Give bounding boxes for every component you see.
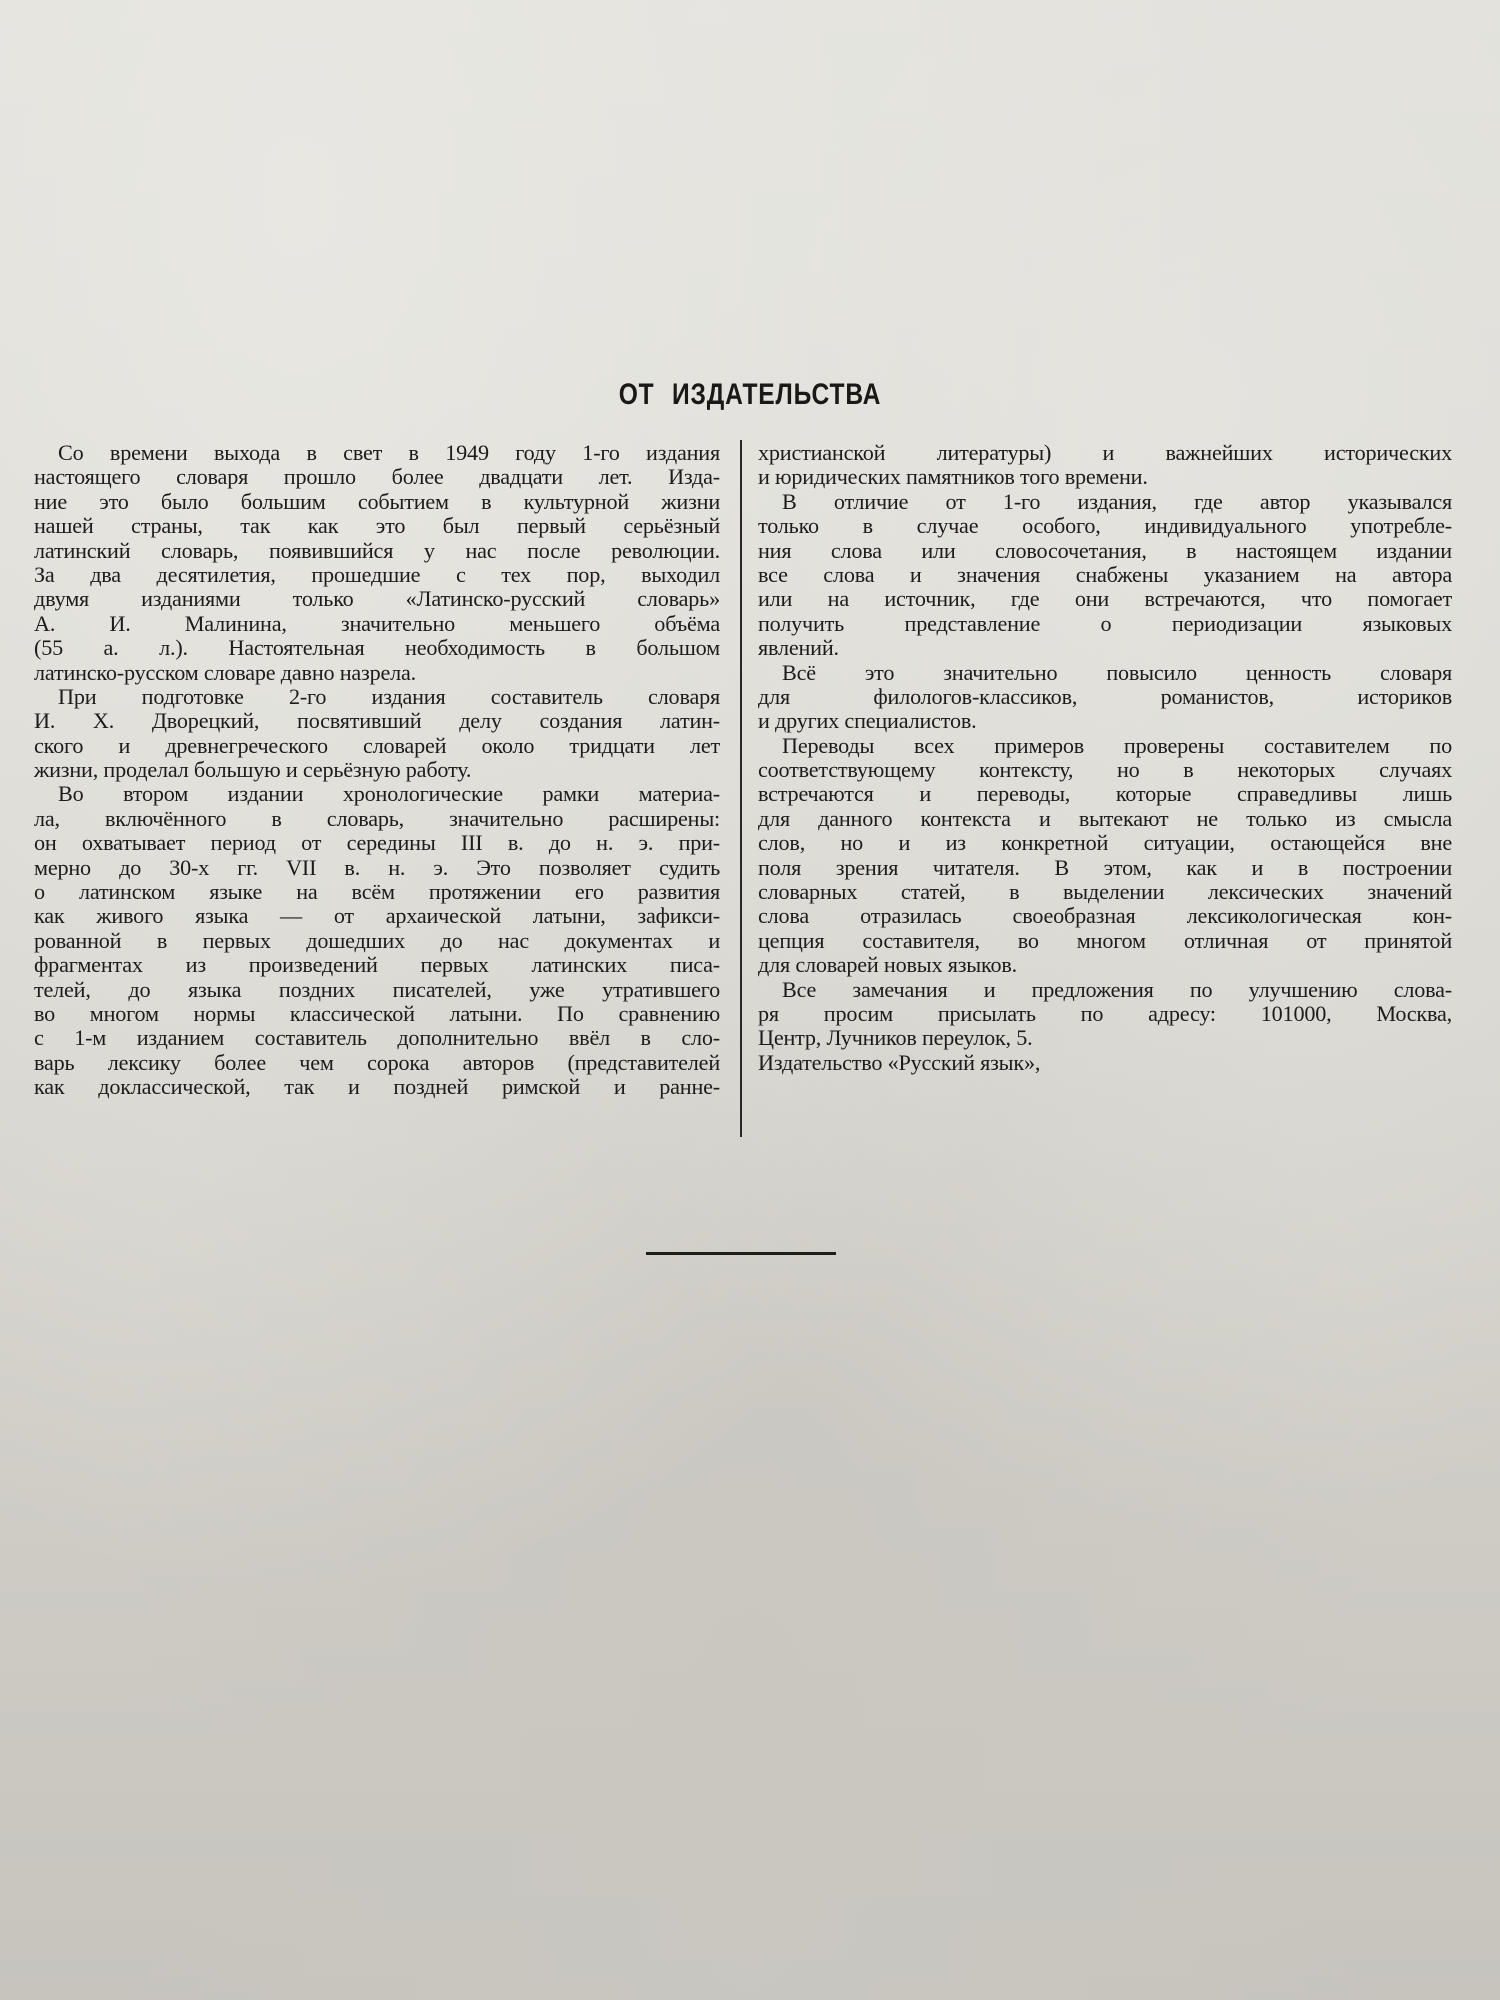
text-line: жизни, проделал большую и серьёзную работу. (34, 757, 472, 783)
text-line: с 1-м изданием составитель дополнительно ввёл в сло- (34, 1025, 720, 1051)
text-line: варь лексику более чем сорока авторов (представителей (34, 1049, 720, 1075)
text-line: мерно до 30-х гг. VII в. н. э. Это позволяет судить (34, 854, 720, 880)
text-line: слов, но и из конкретной ситуации, остающейся вне (758, 830, 1452, 856)
right-column (758, 441, 1452, 1075)
text-line: (55 а. л.). Настоятельная необходимость в большом (34, 635, 720, 661)
text-line: настоящего словаря прошло более двадцати лет. Изда- (34, 464, 720, 490)
text-line: Переводы всех примеров проверены составителем по (782, 732, 1452, 758)
text-line: соответствующему контексту, но в некоторых случаях (758, 757, 1452, 783)
text-line: для словарей новых языков. (758, 952, 1017, 978)
text-line: поля зрения читателя. В этом, как и в построении (758, 854, 1452, 880)
text-line: фрагментах из произведений первых латинских писа- (34, 952, 720, 978)
page-title: ОТ ИЗДАТЕЛЬСТВА (618, 378, 882, 411)
text-line: латинский словарь, появившийся у нас после революции. (34, 537, 720, 563)
text-line: слова отразилась своеобразная лексикологическая кон- (758, 903, 1452, 929)
text-line: во многом нормы классической латыни. По сравнению (34, 1000, 720, 1026)
text-line: христианской литературы) и важнейших исторических (758, 440, 1452, 465)
text-line: ря просим присылать по адресу: 101000, Москва, (758, 1000, 1452, 1026)
text-line: И. Х. Дворецкий, посвятивший делу создания латин- (34, 708, 720, 734)
text-line: только в случае особого, индивидуального употребле- (758, 513, 1452, 539)
text-line: При подготовке 2-го издания составитель словаря (58, 683, 720, 709)
text-line: За два десятилетия, прошедшие с тех пор, выходил (34, 561, 720, 587)
text-line: рованной в первых дошедших до нас документах и (34, 927, 720, 953)
text-line: для данного контекста и вытекают не только из смысла (758, 805, 1452, 831)
text-line: и юридических памятников того времени. (758, 464, 1148, 490)
text-line: или на источник, где они встречаются, что помогает (758, 586, 1452, 612)
text-line: он охватывает период от середины III в. до н. э. при- (34, 830, 720, 856)
text-line: как доклассической, так и поздней римской и ранне- (34, 1074, 720, 1100)
text-line: явлений. (758, 635, 839, 661)
text-line: ния слова или словосочетания, в настоящем издании (758, 537, 1452, 563)
text-line: Центр, Лучников переулок, 5. (758, 1025, 1033, 1051)
text-line: Со времени выхода в свет в 1949 году 1-го издания (58, 440, 720, 465)
text-line: получить представление о периодизации языковых (758, 610, 1452, 636)
text-line: ского и древнегреческого словарей около тридцати лет (34, 732, 720, 758)
text-line: ние это было большим событием в культурной жизни (34, 488, 720, 514)
text-line: цепция составителя, во многом отличная от принятой (758, 927, 1452, 953)
text-line: А. И. Малинина, значительно меньшего объёма (34, 610, 720, 636)
end-rule (646, 1252, 836, 1255)
text-line: как живого языка — от архаической латыни, зафикси- (34, 903, 720, 929)
text-line: для филологов-классиков, романистов, историков (758, 683, 1452, 709)
column-divider (740, 440, 742, 1137)
text-line: Все замечания и предложения по улучшению слова- (782, 976, 1452, 1002)
text-line: В отличие от 1-го издания, где автор указывался (782, 488, 1452, 514)
left-column (34, 441, 720, 1100)
text-line: словарных статей, в выделении лексических значений (758, 879, 1452, 905)
text-line: о латинском языке на всём протяжении его развития (34, 879, 720, 905)
text-line: ла, включённого в словарь, значительно расширены: (34, 805, 720, 831)
text-line: нашей страны, так как это был первый серьёзный (34, 513, 720, 539)
text-line: латинско-русском словаре давно назрела. (34, 659, 417, 685)
text-line: телей, до языка поздних писателей, уже утратившего (34, 976, 720, 1002)
text-line: Во втором издании хронологические рамки материа- (58, 781, 720, 807)
text-line: Всё это значительно повысило ценность словаря (782, 659, 1452, 685)
text-line: встречаются и переводы, которые справедливы лишь (758, 781, 1452, 807)
text-line: и других специалистов. (758, 708, 977, 734)
text-line: двумя изданиями только «Латинско-русский словарь» (34, 586, 720, 612)
text-line: все слова и значения снабжены указанием на автора (758, 561, 1452, 587)
text-line: Издательство «Русский язык», (758, 1049, 1041, 1075)
